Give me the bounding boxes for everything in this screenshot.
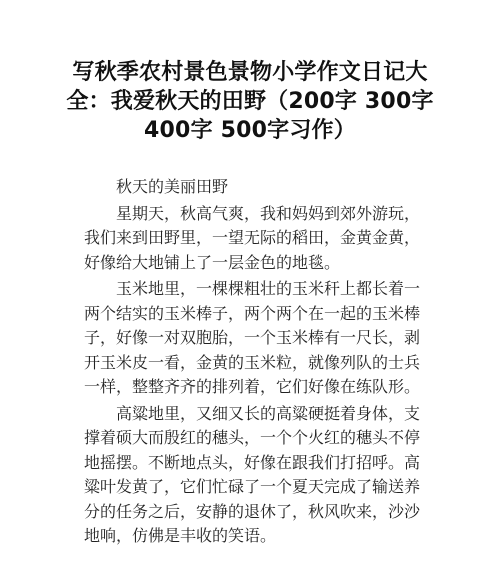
- section-heading: 秋天的美丽田野: [116, 177, 229, 196]
- paragraph-corn-field: 玉米地里，一棵棵粗壮的玉米秆上都长着一两个结实的玉米棒子，两个两个在一起的玉米棒子，好像一对双胞胎，一个玉米棒有一尺长，剥开玉米皮一看，金黄的玉米粒，就像列队的士兵一样，整整齐齐的排列着，它们好像在练队形。: [84, 279, 421, 396]
- title-line-1: 写秋季农村景色景物小学作文日记大: [72, 60, 428, 85]
- article-body: [84, 175, 420, 549]
- paragraph-sorghum-field: 高粱地里，又细又长的高粱硬挺着身体，支撑着硕大而殷红的穗头，一个个火红的穗头不停地摇摆。不断地点头，好像在跟我们打招呼。高粱叶发黄了，它们忙碌了一个夏天完成了输送养分的任务之后，安静的退休了，秋风吹来，沙沙地响，仿佛是丰收的笑语。: [84, 403, 421, 545]
- title-line-2: 全：我爱秋天的田野（200字 300字: [66, 89, 434, 114]
- article-title: [64, 58, 436, 145]
- paragraph-sunday-outing: 星期天，秋高气爽，我和妈妈到郊外游玩，我们来到田野里，一望无际的稻田，金黄金黄，好像给大地铺上了一层金色的地毯。: [84, 203, 421, 272]
- title-line-3: 400字 500字习作）: [144, 118, 356, 143]
